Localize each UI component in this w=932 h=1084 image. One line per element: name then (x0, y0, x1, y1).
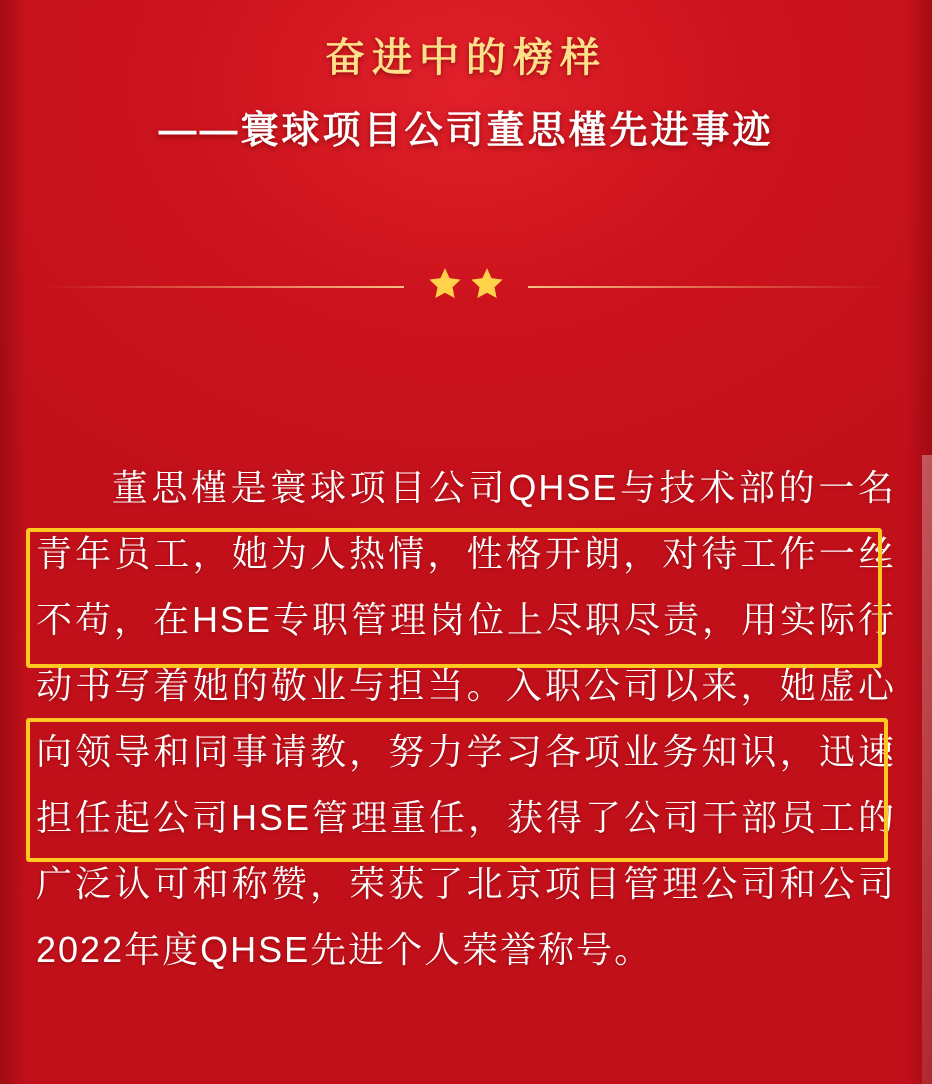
divider-stars (428, 266, 504, 300)
divider-rule-right (528, 286, 886, 288)
body-paragraph (24, 455, 908, 983)
paragraph-text: 董思槿是寰球项目公司QHSE与技术部的一名青年员工，她为人热情，性格开朗，对待工作一丝不苟，在HSE专职管理岗位上尽职尽责，用实际行动书写着她的敬业与担当。入职公司以来，她虚心向领导和同事请教，努力学习各项业务知识，迅速担任起公司HSE管理重任，获得了公司干部员工的广泛认可和称赞，荣获了北京项目管理公司和公司2022年度QHSE先进个人荣誉称号。 (36, 467, 896, 970)
star-icon (470, 266, 504, 300)
star-icon (428, 266, 462, 300)
body-container (24, 455, 908, 983)
right-light-strip (922, 455, 932, 1084)
divider (46, 262, 886, 318)
divider-rule-left (46, 286, 404, 288)
left-edge-shade (0, 0, 26, 1084)
page-subtitle: ——寰球项目公司董思槿先进事迹 (158, 110, 774, 152)
page-title: 奋进中的榜样 (325, 36, 607, 80)
poster-header (0, 34, 932, 156)
